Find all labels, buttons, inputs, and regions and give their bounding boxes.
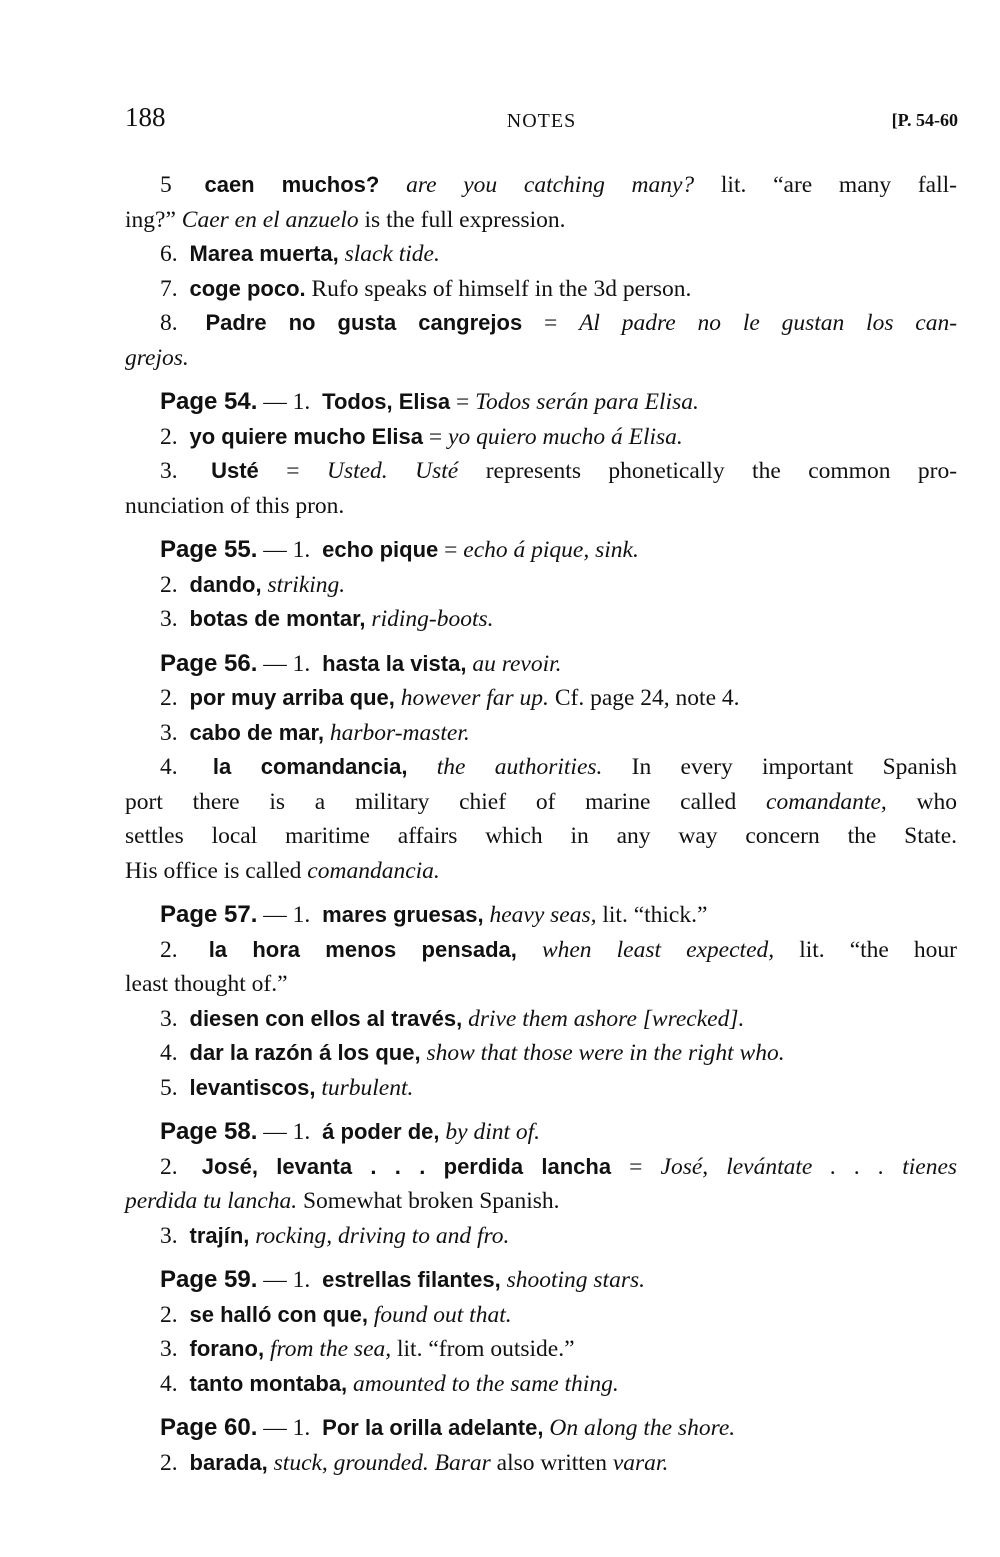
- note-term: forano,: [189, 1336, 265, 1361]
- note-term: caen muchos?: [204, 172, 380, 197]
- note-gloss: echo á pique, sink.: [463, 537, 639, 563]
- note-line: settles local maritime affairs which in any way concern the State.: [125, 823, 957, 849]
- note-line: 2. José, levanta . . . perdida lancha = José, levántate . . . tienes: [160, 1153, 957, 1180]
- note-term: barada,: [189, 1449, 268, 1475]
- note-term: echo pique: [322, 537, 439, 562]
- note-term: dando,: [189, 571, 262, 597]
- note-gloss: however far up.: [400, 685, 549, 711]
- note-gloss: yo quiero mucho á Elisa.: [448, 423, 683, 450]
- page-section-59: Page 59. — 1. estrellas filantes, shooting stars.: [160, 1266, 645, 1293]
- note-line: 5. levantiscos, turbulent.: [160, 1074, 414, 1101]
- note-term: cabo de mar,: [189, 719, 325, 745]
- note-line: 3. Usté = Usted. Usté represents phonetically the common pro-: [160, 458, 957, 484]
- page-section-57: Page 57. — 1. mares gruesas, heavy seas, lit. “thick.”: [160, 901, 708, 928]
- note-line: 4. la comandancia, the authorities. In every important Spanish: [160, 754, 957, 780]
- note-line: 2. barada, stuck, grounded. Barar also written varar.: [160, 1449, 669, 1476]
- notes-body: [125, 168, 957, 1480]
- page-title: NOTES: [506, 110, 577, 132]
- note-gloss: show that those were in the right who.: [426, 1040, 785, 1066]
- note-term: tanto montaba,: [189, 1370, 348, 1396]
- note-term: yo quiere mucho Elisa: [189, 423, 424, 449]
- page-section-58: Page 58. — 1. á poder de, by dint of.: [160, 1118, 541, 1145]
- note-gloss: are you catching many?: [406, 172, 695, 198]
- note-gloss: when least expected,: [541, 936, 775, 963]
- note-gloss: José, levántate . . . tienes: [660, 1153, 957, 1180]
- note-line: 2. se halló con que, found out that.: [160, 1301, 512, 1328]
- note-gloss: the authorities.: [436, 754, 603, 780]
- note-line: 5 caen muchos? are you catching many? lit. “are many fall-: [160, 172, 957, 198]
- note-gloss: striking.: [267, 571, 346, 598]
- note-term: trajín,: [189, 1222, 250, 1248]
- section-heading: Page 54.: [160, 388, 258, 415]
- note-gloss: from the sea,: [269, 1336, 392, 1362]
- section-heading: Page 58.: [160, 1118, 258, 1145]
- note-term: José, levanta . . . perdida lancha: [201, 1153, 612, 1179]
- note-gloss: rocking, driving to and fro.: [255, 1222, 510, 1249]
- note-line: nunciation of this pron.: [125, 492, 345, 519]
- page-header: [125, 102, 958, 142]
- note-line: 2. yo quiere mucho Elisa = yo quiero mucho á Elisa.: [160, 423, 683, 450]
- note-gloss: amounted to the same thing.: [353, 1370, 619, 1397]
- page-section-55: Page 55. — 1. echo pique = echo á pique, sink.: [160, 536, 639, 563]
- note-term: estrellas filantes,: [322, 1267, 501, 1292]
- page-section-54: Page 54. — 1. Todos, Elisa = Todos serán para Elisa.: [160, 388, 699, 415]
- page-section-56: Page 56. — 1. hasta la vista, au revoir.: [160, 649, 562, 677]
- note-gloss: Usted.: [326, 458, 388, 484]
- note-gloss: found out that.: [373, 1301, 512, 1328]
- note-gloss: On along the shore.: [549, 1415, 736, 1441]
- note-line: 2. la hora menos pensada, when least expected, lit. “the hour: [160, 936, 957, 963]
- section-heading: Page 60.: [160, 1414, 258, 1441]
- note-line: 2. dando, striking.: [160, 571, 346, 598]
- note-line: 3. trajín, rocking, driving to and fro.: [160, 1222, 510, 1249]
- note-gloss: by dint of.: [445, 1119, 541, 1145]
- note-line: 3. botas de montar, riding-boots.: [160, 606, 494, 632]
- note-line: 7. coge poco. Rufo speaks of himself in the 3d person.: [160, 275, 692, 302]
- note-term: botas de montar,: [189, 606, 366, 631]
- note-gloss: shooting stars.: [506, 1267, 645, 1293]
- section-heading: Page 59.: [160, 1266, 258, 1293]
- note-term: Usté: [211, 458, 259, 483]
- note-term: á poder de,: [322, 1119, 440, 1144]
- note-term: levantiscos,: [189, 1074, 316, 1100]
- page-number: 188: [125, 102, 166, 132]
- note-gloss: stuck, grounded.: [273, 1449, 429, 1476]
- note-term: Padre no gusta cangrejos: [205, 310, 523, 335]
- note-line: 3. forano, from the sea, lit. “from outside.”: [160, 1336, 575, 1362]
- note-line: least thought of.”: [125, 971, 288, 997]
- note-term: Marea muerta,: [189, 241, 339, 266]
- note-gloss: heavy seas,: [489, 902, 597, 928]
- note-gloss: au revoir.: [472, 650, 562, 677]
- note-line: 6. Marea muerta, slack tide.: [160, 241, 440, 267]
- note-gloss: drive them ashore: [468, 1005, 637, 1032]
- note-line: grejos.: [125, 344, 189, 371]
- note-line: perdida tu lancha. Somewhat broken Spanish.: [125, 1188, 560, 1214]
- note-line: ing?” Caer en el anzuelo is the full expression.: [125, 206, 566, 233]
- note-gloss: turbulent.: [321, 1074, 414, 1101]
- note-line: 4. dar la razón á los que, show that those were in the right who.: [160, 1040, 785, 1066]
- note-gloss: riding-boots.: [371, 606, 494, 632]
- note-term: mares gruesas,: [322, 902, 484, 927]
- note-term: Todos, Elisa: [322, 389, 451, 414]
- page-range: [P. 54-60: [891, 110, 958, 130]
- note-term: coge poco.: [189, 275, 306, 301]
- note-term: la comandancia,: [212, 754, 408, 779]
- note-line: 3. cabo de mar, harbor-master.: [160, 719, 470, 746]
- note-term: la hora menos pensada,: [208, 936, 517, 962]
- note-gloss: Al padre no le gustan los can-: [579, 310, 957, 336]
- note-term: diesen con ellos al través,: [189, 1005, 463, 1031]
- note-term: se halló con que,: [189, 1301, 368, 1327]
- page-section-60: Page 60. — 1. Por la orilla adelante, On along the shore.: [160, 1414, 736, 1441]
- note-term: hasta la vista,: [322, 650, 467, 676]
- note-line: 8. Padre no gusta cangrejos = Al padre no le gustan los can-: [160, 310, 957, 336]
- note-line: 3. diesen con ellos al través, drive them ashore [wrecked].: [160, 1005, 745, 1032]
- note-term: por muy arriba que,: [189, 685, 395, 710]
- note-gloss: slack tide.: [344, 241, 440, 267]
- note-term: dar la razón á los que,: [189, 1040, 421, 1065]
- section-heading: Page 57.: [160, 901, 258, 928]
- note-line: port there is a military chief of marine called comandante, who: [125, 788, 957, 815]
- note-line: 4. tanto montaba, amounted to the same thing.: [160, 1370, 619, 1397]
- note-line: His office is called comandancia.: [125, 857, 440, 884]
- section-heading: Page 56.: [160, 649, 258, 677]
- section-heading: Page 55.: [160, 536, 258, 563]
- note-line: 2. por muy arriba que, however far up. Cf. page 24, note 4.: [160, 685, 740, 711]
- note-gloss: harbor-master.: [329, 719, 470, 746]
- note-gloss: Todos serán para Elisa.: [475, 389, 699, 415]
- note-term: Por la orilla adelante,: [322, 1415, 544, 1440]
